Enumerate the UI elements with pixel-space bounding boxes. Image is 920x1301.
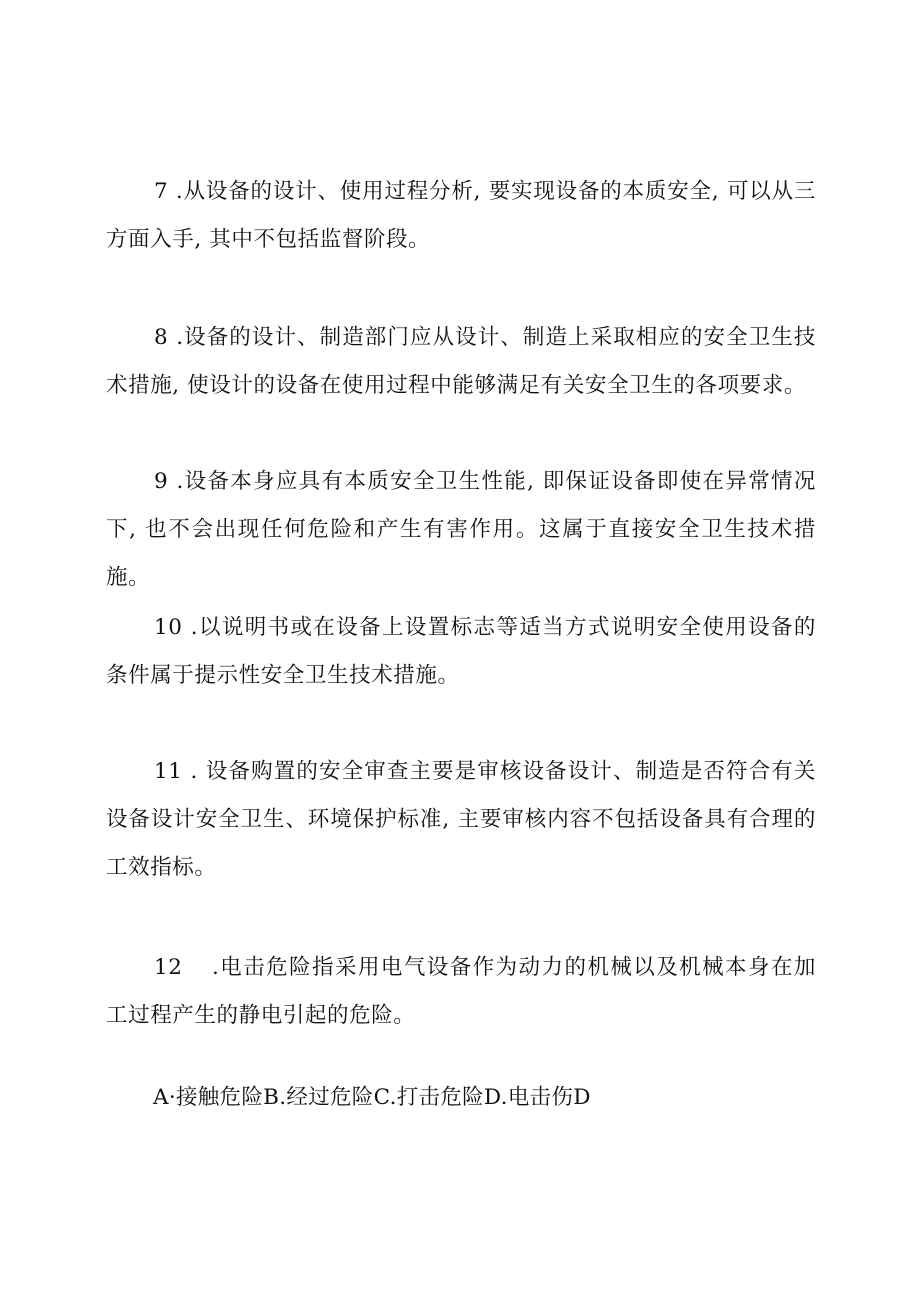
question-number: 12: [154, 955, 183, 980]
question-12: [106, 944, 816, 1040]
question-number: 9: [154, 469, 169, 494]
question-text: .以说明书或在设备上设置标志等适当方式说明安全使用设备的条件属于提示性安全卫生技术措施。: [106, 615, 816, 688]
question-text: .设备本身应具有本质安全卫生性能, 即保证设备即使在异常情况下, 也不会出现任何危险和产生有害作用。这属于直接安全卫生技术措施。: [106, 469, 816, 590]
question-text: .设备的设计、制造部门应从设计、制造上采取相应的安全卫生技术措施, 使设计的设备在使用过程中能够满足有关安全卫生的各项要求。: [106, 325, 816, 398]
question-number: 10: [154, 615, 183, 640]
question-number: 8: [154, 325, 169, 350]
question-9: [106, 458, 816, 602]
question-text: .电击危险指采用电气设备作为动力的机械以及机械本身在加工过程产生的静电引起的危险。: [106, 955, 816, 1028]
question-8: [106, 314, 816, 410]
question-number: 11: [154, 759, 183, 784]
question-10: [106, 604, 816, 700]
question-number: 7: [154, 179, 169, 204]
question-7: [106, 168, 816, 264]
question-text: .从设备的设计、使用过程分析, 要实现设备的本质安全, 可以从三方面入手, 其中不包括监督阶段。: [106, 179, 816, 252]
question-text: . 设备购置的安全审查主要是审核设备设计、制造是否符合有关设备设计安全卫生、环境保护标准, 主要审核内容不包括设备具有合理的工效指标。: [106, 759, 816, 880]
answer-options: A·接触危险B.经过危险C.打击危险D.电击伤D: [153, 1085, 591, 1110]
question-11: [106, 748, 816, 892]
